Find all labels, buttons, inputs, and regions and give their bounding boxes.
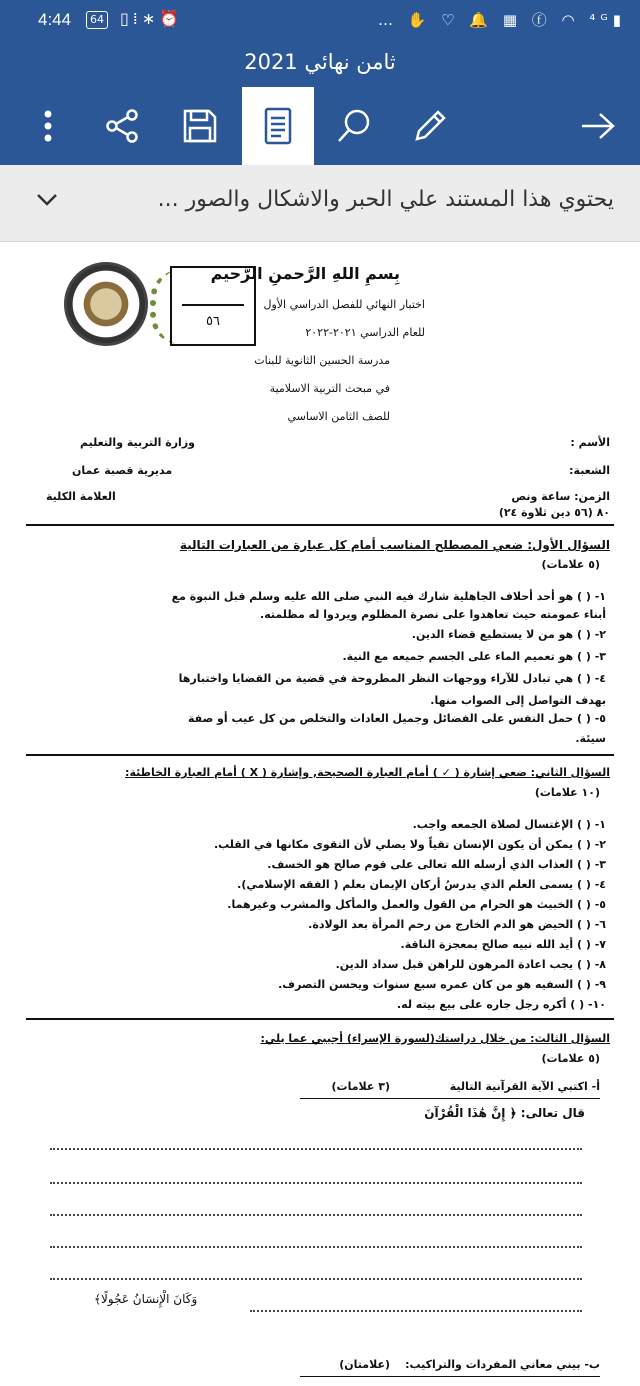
save-icon [182,108,218,144]
title-bar [0,42,640,87]
q2-item: ١- ( ) الإغتسال لصلاة الجمعه واجب. [412,818,606,831]
document-page[interactable] [0,242,640,1386]
verse-end: وَكَانَ الْإِنسَانُ عَجُولًا﴾ [94,1292,198,1306]
q3-part-b-marks: (علامتان) [339,1358,390,1371]
directorate-name: مديرية قصبة عمان [72,464,173,477]
q1-item: بهدف التواصل إلى الصواب منها. [430,694,606,707]
q2-item: ٤- ( ) يسمى العلم الذي يدرسُ أركان الإيمان بعلم ( الفقه الإسلامي). [237,878,606,891]
status-time: 4:44 [38,10,72,29]
q2-item: ٥- ( ) الخبيث هو الحرام من القول والعمل والمأكل والمشرب وغيرهما. [227,898,606,911]
q1-item: ١- ( ) هو أحد أحلاف الجاهلية شارك فيه النبي صلى الله عليه وسلم قبل النبوة مع [171,590,606,603]
q3-marks: (٥ علامات) [541,1052,600,1065]
q1-item: سيئة. [575,732,606,745]
score-line [182,304,244,306]
total-mark-label: العلامة الكلية [46,490,116,503]
share-button[interactable] [86,87,158,165]
q2-item: ٦- ( ) الحيض هو الدم الخارج من رحم المرأة بعد الولادة. [308,918,606,931]
score-value: ٥٦ [206,314,220,329]
answer-line[interactable] [50,1278,582,1280]
document-icon [264,107,292,145]
q1-title: السؤال الأول: ضعي المصطلح المناسب أمام كل عبارة من العبارات التالية [179,538,610,552]
q2-item: ٨- ( ) يجب اعادة المرهون للراهن قبل سداد الدين. [335,958,606,971]
grade-name: للصف الثامن الاساسي [287,410,390,423]
basmala: بِسمِ اللهِ الرَّحمنِ الرَّحيم [210,264,400,283]
section-label: الشعبة: [569,464,610,477]
q1-item: أبناء عمومته حيث تعاهدوا على نصرة المظلوم ويردوا له مظلمته. [260,608,606,621]
part-b-underline [300,1376,600,1377]
banner-text: يحتوي هذا المستند علي الحبر والاشكال والصور ... [157,187,614,212]
divider [26,524,614,526]
q1-item: ٣- ( ) هو تعميم الماء على الجسم جميعه مع النية. [342,650,606,663]
subject-name: في مبحث التربية الاسلامية [269,382,390,395]
marks-breakdown: ٨٠ (٥٦ دين ثلاوة ٢٤) [498,506,610,519]
more-vertical-icon [43,109,53,143]
q2-marks: (١٠ علامات) [534,786,600,799]
ministry-name: وزارة التربية والتعليم [80,436,195,449]
part-a-underline [300,1098,600,1099]
pencil-icon [412,108,448,144]
exam-title: اختبار النهائي للفصل الدراسي الأول [263,298,425,311]
answer-line[interactable] [50,1246,582,1248]
answer-line[interactable] [50,1214,582,1216]
q1-item: ٢- ( ) هو من لا يستطيع قضاء الدين. [411,628,606,641]
q2-item: ٢- ( ) يمكن أن يكون الإنسان تقياً ولا يصلي لأن التقوى مكانها في القلب. [213,838,606,851]
edit-button[interactable] [394,87,466,165]
document-title: ثامن نهائي 2021 [244,50,396,74]
answer-line[interactable] [50,1148,582,1150]
toolbar [0,87,640,165]
search-icon [336,108,372,144]
q3-part-a: أ- اكتبي الآية القرآنية التالية [449,1080,600,1093]
q2-title: السؤال الثاني: ضعي إشارة ( ✓ ) أمام العبارة الصحيحة, وإشارة ( X ) أمام العبارة الخاطئة: [125,766,610,779]
school-name: مدرسة الحسين الثانوية للبنات [254,354,390,367]
divider [26,1018,614,1020]
status-left-icons: ▯⁞∗⏰ [120,9,184,28]
answer-line[interactable] [50,1182,582,1184]
q2-item: ١٠- ( ) أكره رجل جاره على بيع بيته له. [396,998,606,1011]
q3-part-b: ب- بيني معاني المفردات والتراكيب: [405,1358,600,1371]
ministry-seal [64,262,148,346]
share-icon [104,108,140,144]
save-button[interactable] [164,87,236,165]
reading-view-button[interactable] [242,87,314,165]
q1-marks: (٥ علامات) [541,558,600,571]
q3-part-a-marks: (٣ علامات) [331,1080,390,1093]
content-warning-banner[interactable] [0,165,640,242]
divider [26,754,614,756]
academic-year: للعام الدراسي ٢٠٢١-٢٠٢٢ [305,326,425,339]
q3-title: السؤال الثالث: من خلال دراستك(لسورة الإسراء) أجيبي عما يلي: [260,1032,610,1045]
q2-item: ٣- ( ) العذاب الذي أرسله الله تعالى على قوم صالح هو الخسف. [267,858,606,871]
time-label: الزمن: ساعة ونص [511,490,610,503]
q1-item: ٤- ( ) هي تبادل للآراء ووجهات النظر المطروحة في قضية من القضايا واختبارها [178,672,606,685]
status-badge: 64 [86,11,108,29]
q1-item: ٥- ( ) حمل النفس على الفضائل وجميل العادات والتخلص من كل عيب أو صفة [187,712,606,725]
q2-item: ٧- ( ) أيد الله نبيه صالح بمعجزة الناقة. [400,938,606,951]
search-button[interactable] [318,87,390,165]
chevron-down-icon[interactable] [36,193,58,207]
status-bar [0,0,640,42]
verse-start: قال تعالى: ﴿ إِنَّ هَٰذَا الْقُرْآنَ [424,1106,585,1120]
more-button[interactable] [12,87,84,165]
q2-item: ٩- ( ) السفيه هو من كان عمره سبع سنوات ويحسن التصرف. [278,978,606,991]
arrow-right-icon [580,111,616,141]
forward-button[interactable] [562,87,634,165]
status-right-icons: … ✋ ♡ 🔔 ▦ ⓕ ◠ ⁴ᴳ▮ [377,11,626,29]
answer-line[interactable] [250,1310,582,1312]
name-label: الأسم : [570,436,610,449]
